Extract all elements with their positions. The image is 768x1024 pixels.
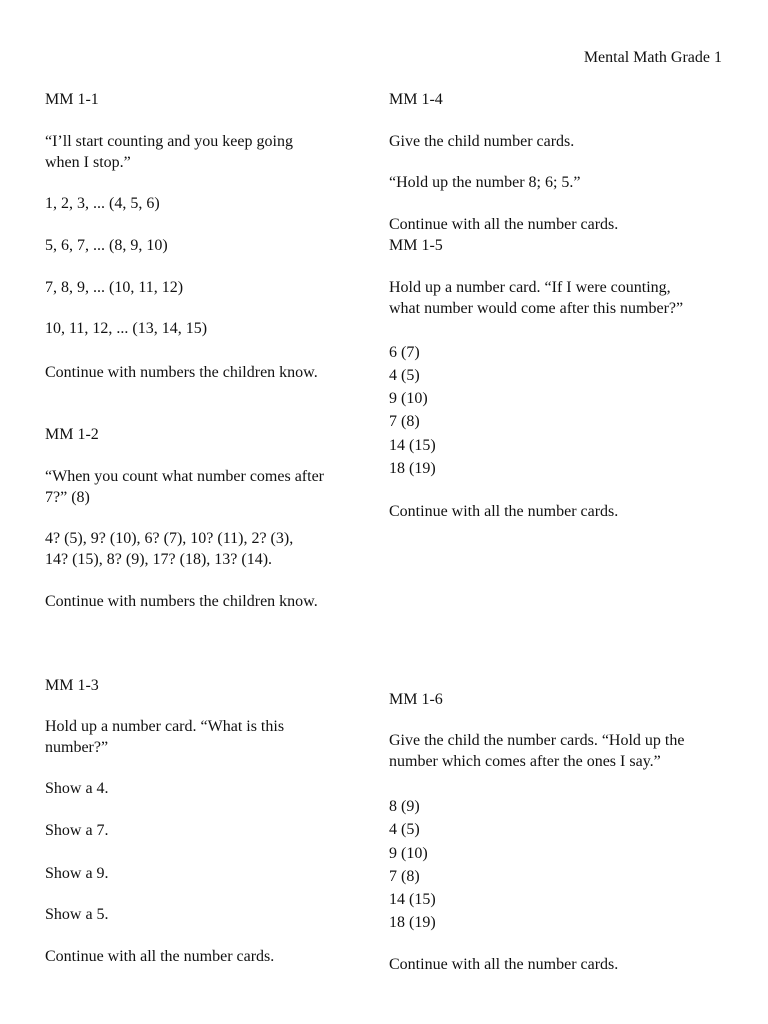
mm1-2-items-line-1: 4? (5), 9? (10), 6? (7), 10? (11), 2? (3),: [45, 530, 294, 547]
mm1-2-prompt-line-2: 7?” (8): [45, 489, 90, 506]
mm1-6-item-3: 9 (10): [389, 845, 428, 862]
section-title-mm1-3: MM 1-3: [45, 677, 99, 694]
mm1-6-item-1: 8 (9): [389, 798, 420, 815]
mm1-4-line-2: “Hold up the number 8; 6; 5.”: [389, 174, 581, 191]
mm1-6-item-2: 4 (5): [389, 821, 420, 838]
mm1-6-prompt-line-2: number which comes after the ones I say.”: [389, 753, 661, 770]
mm1-5-item-6: 18 (19): [389, 460, 436, 477]
mm1-5-footer: Continue with all the number cards.: [389, 503, 619, 520]
mm1-4-line-1: Give the child number cards.: [389, 133, 575, 150]
mm1-3-show-2: Show a 7.: [45, 822, 109, 839]
mm1-6-item-6: 18 (19): [389, 914, 436, 931]
mm1-5-prompt-line-2: what number would come after this number?”: [389, 300, 684, 317]
mm1-1-footer: Continue with numbers the children know.: [45, 364, 318, 381]
mm1-3-prompt-line-2: number?”: [45, 739, 109, 756]
mm1-6-prompt-line-1: Give the child the number cards. “Hold up the: [389, 732, 685, 749]
mm1-1-prompt-line-2: when I stop.”: [45, 154, 131, 171]
mm1-5-prompt-line-1: Hold up a number card. “If I were counting,: [389, 279, 671, 296]
mm1-1-sequence-4: 10, 11, 12, ... (13, 14, 15): [45, 320, 208, 337]
mm1-5-item-4: 7 (8): [389, 413, 420, 430]
mm1-3-show-1: Show a 4.: [45, 780, 109, 797]
mm1-6-footer: Continue with all the number cards.: [389, 956, 619, 973]
mm1-5-item-3: 9 (10): [389, 390, 428, 407]
mm1-5-item-1: 6 (7): [389, 344, 420, 361]
mm1-6-item-4: 7 (8): [389, 868, 420, 885]
mm1-2-footer: Continue with numbers the children know.: [45, 593, 318, 610]
mm1-1-prompt-line-1: “I’ll start counting and you keep going: [45, 133, 293, 150]
mm1-3-footer: Continue with all the number cards.: [45, 948, 275, 965]
mm1-3-show-3: Show a 9.: [45, 865, 109, 882]
section-title-mm1-5: MM 1-5: [389, 237, 443, 254]
mm1-5-item-2: 4 (5): [389, 367, 420, 384]
mm1-2-items-line-2: 14? (15), 8? (9), 17? (18), 13? (14).: [45, 551, 273, 568]
mm1-3-show-4: Show a 5.: [45, 906, 109, 923]
mm1-4-footer: Continue with all the number cards.: [389, 216, 619, 233]
mm1-1-sequence-1: 1, 2, 3, ... (4, 5, 6): [45, 195, 160, 212]
page-header: Mental Math Grade 1: [583, 49, 722, 66]
mm1-5-item-5: 14 (15): [389, 437, 436, 454]
mm1-3-prompt-line-1: Hold up a number card. “What is this: [45, 718, 285, 735]
mm1-1-sequence-2: 5, 6, 7, ... (8, 9, 10): [45, 237, 168, 254]
mm1-1-sequence-3: 7, 8, 9, ... (10, 11, 12): [45, 279, 184, 296]
section-title-mm1-6: MM 1-6: [389, 691, 443, 708]
section-title-mm1-1: MM 1-1: [45, 91, 99, 108]
section-title-mm1-4: MM 1-4: [389, 91, 443, 108]
mm1-6-item-5: 14 (15): [389, 891, 436, 908]
section-title-mm1-2: MM 1-2: [45, 426, 99, 443]
mm1-2-prompt-line-1: “When you count what number comes after: [45, 468, 325, 485]
